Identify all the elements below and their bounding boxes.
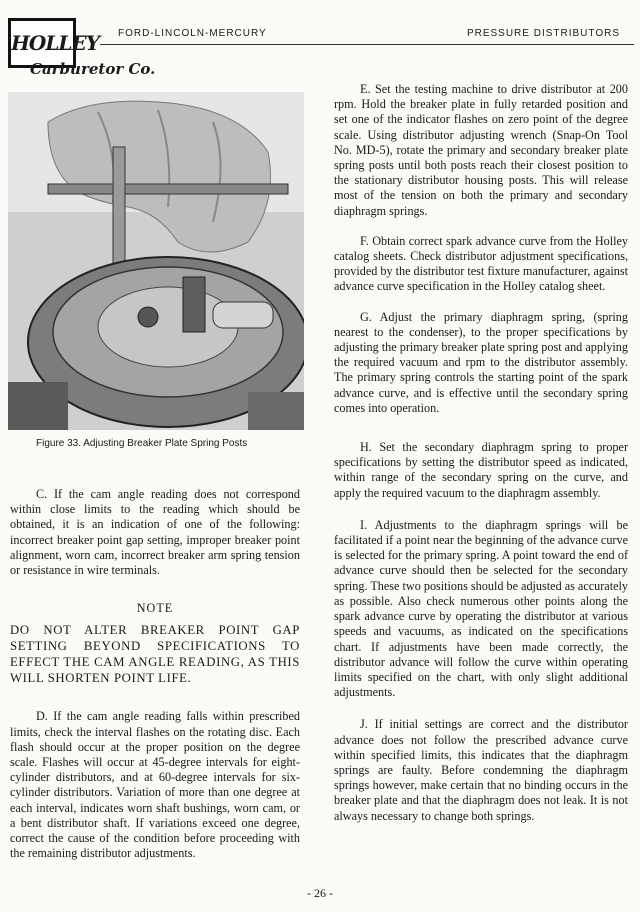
- note-heading: NOTE: [136, 601, 174, 616]
- distributor-photo-illustration: [8, 92, 304, 430]
- header-left: FORD-LINCOLN-MERCURY: [118, 28, 267, 39]
- paragraph-e: E. Set the testing machine to drive distributor at 200 rpm. Hold the breaker plate in fully retarded position and set one of the indicator flashes on zero point of the degree scale. Using distributor adjusting wrench (Snap-On Tool No. MD-5), rotate the primary and secondary breaker plate spring posts until both posts reach their closest position to the stationary distributor housing posts. This will release most of the tension on both the primary and secondary diaphragm springs.: [334, 82, 628, 218]
- paragraph-h: H. Set the secondary diaphragm spring to proper specifications by setting the distributor speed as indicated, within range of the secondary spring on the curve, and apply the required vacuum to the diaphragm assembly.: [334, 440, 628, 500]
- page-number: - 26 -: [307, 886, 333, 900]
- header-rule: [100, 44, 634, 45]
- logo-wordmark: HOLLEY: [8, 18, 76, 68]
- left-column: [10, 487, 300, 861]
- paragraph-d: D. If the cam angle reading falls within prescribed limits, check the interval flashes on the rotating disc. Each flash should occur at the proper position on the degree scale. Flashes will occur at 45-degree intervals for eight-cylinder distributors, and at 60-degree intervals for six-cylinder distributors. Variation of more than one degree at each interval, indicates worn shaft bushings, worn cam, or a bent distributor shaft. If variations exceed one degree, correct the cause of the condition before proceeding with the remaining distributor adjustments.: [10, 709, 300, 861]
- note-body: DO NOT ALTER BREAKER POINT GAP SETTING BEYOND SPECIFICATIONS TO EFFECT THE CAM ANGLE READING, AS THIS WILL SHORTEN POINT LIFE.: [10, 623, 300, 686]
- figure-photo: [8, 92, 304, 430]
- paragraph-f: F. Obtain correct spark advance curve from the Holley catalog sheets. Check distributor adjustment specifications, provided by the distributor test fixture manufacturer, against advance curve specification in the Holley catalog sheet.: [334, 233, 628, 294]
- paragraph-j: J. If initial settings are correct and the distributor advance does not follow the prescribed advance curve within specified limits, this indicates that the diaphragm springs are faulty. Before condemning the diaphragm springs however, make certain that no binding occurs in the breaker plate and that the diaphragm does not leak. It is not always necessary to change both springs.: [334, 717, 628, 823]
- right-column: [334, 82, 628, 824]
- logo-script: Carburetor Co.: [30, 60, 156, 78]
- header-right: PRESSURE DISTRIBUTORS: [466, 28, 620, 39]
- paragraph-c: C. If the cam angle reading does not correspond within close limits to the reading which should be obtained, it is an indication of one of the following: incorrect breaker point gap setting, improper breaker point alignment, worn cam, incorrect breaker arm spring tension or resistance in wire terminals.: [10, 487, 300, 578]
- paragraph-i: I. Adjustments to the diaphragm springs will be facilitated if a point near the beginning of the advance curve is selected for the primary spring. A point toward the end of advance curve should then be selected for the secondary spring. These two positions should be adjusted as accurately as possible. Also check numerous other points along the spark advance curve by operating the distributor at various speeds and vacuums, as indicated on the specifications chart. If adjustments have been made correctly, the distributor advance will follow the curve within operating limits specified on the chart, with only slight additional adjustments.: [334, 517, 628, 700]
- paragraph-g: G. Adjust the primary diaphragm spring, (spring nearest to the condenser), to the proper specifications by adjusting the primary breaker plate spring post and applying the required vacuum and rpm to the distributor assembly. The primary spring controls the starting point of the spark advance curve, and is effective until the secondary spring comes into operation.: [334, 309, 628, 415]
- figure-caption: Figure 33. Adjusting Breaker Plate Spring Posts: [36, 438, 248, 449]
- holley-logo: [8, 18, 156, 88]
